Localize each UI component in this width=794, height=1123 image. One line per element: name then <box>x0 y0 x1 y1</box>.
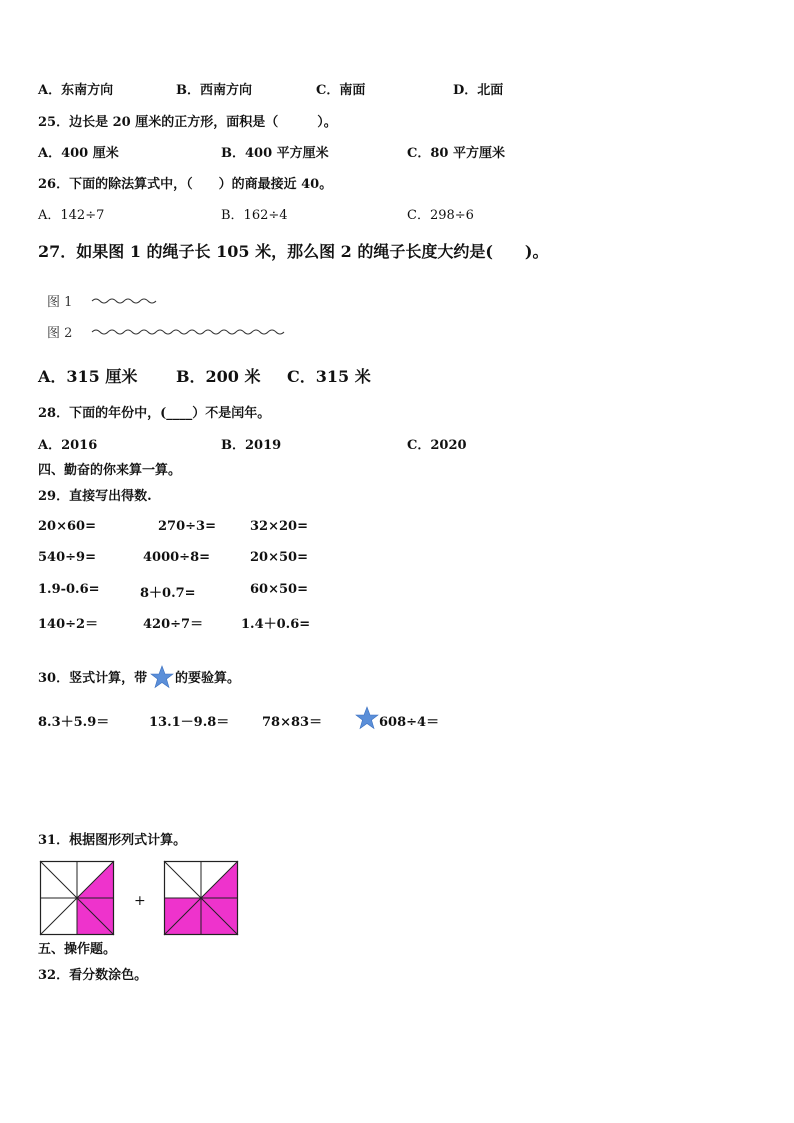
q32-stem: 32．看分数涂色。 <box>38 968 148 983</box>
q27-figure-1-label: 图 1 <box>47 295 73 310</box>
q29-r4-c2: 420÷7＝ <box>143 617 204 632</box>
star-icon <box>150 665 174 689</box>
section-4-heading: 四、勤奋的你来算一算。 <box>38 463 182 478</box>
q26-option-c: C．298÷6 <box>407 208 474 223</box>
q29-r3-c1: 1.9-0.6= <box>38 582 100 597</box>
q24-option-c: C．南面 <box>316 83 366 98</box>
q30-item-3: 78×83＝ <box>262 715 323 730</box>
q29-r2-c2: 4000÷8= <box>143 550 211 565</box>
q30-item-1: 8.3＋5.9＝ <box>38 715 110 730</box>
q27-figure-2-label: 图 2 <box>47 326 73 341</box>
q24-option-a: A．东南方向 <box>38 83 114 98</box>
q30-item-4: 608÷4＝ <box>379 715 440 730</box>
q28-option-b: B．2019 <box>221 438 282 453</box>
q25-option-a: A．400 厘米 <box>38 146 119 161</box>
q26-stem: 26．下面的除法算式中，（ ）的商最接近 40。 <box>38 177 333 192</box>
q28-stem: 28．下面的年份中，(____）不是闰年。 <box>38 406 271 421</box>
q27-option-b: B．200 米 <box>176 367 261 386</box>
q31-stem: 31．根据图形列式计算。 <box>38 833 187 848</box>
q27-rope-1 <box>92 296 162 306</box>
q24-option-d: D．北面 <box>453 83 504 98</box>
q29-r3-c2: 8＋0.7= <box>140 586 196 601</box>
q27-rope-2 <box>92 327 284 337</box>
q26-option-b: B．162÷4 <box>221 208 288 223</box>
q27-stem: 27．如果图 1 的绳子长 105 米，那么图 2 的绳子长度大约是( )。 <box>38 242 549 261</box>
section-5-heading: 五、操作题。 <box>38 942 117 957</box>
q31-plus-sign: + <box>134 893 146 909</box>
q28-option-c: C．2020 <box>407 438 467 453</box>
q24-option-b: B．西南方向 <box>176 83 252 98</box>
q27-option-a: A．315 厘米 <box>38 367 138 386</box>
q29-r1-c1: 20×60= <box>38 519 96 534</box>
q31-fraction-figure-a <box>40 861 114 935</box>
q27-option-c: C．315 米 <box>287 367 371 386</box>
q25-option-c: C．80 平方厘米 <box>407 146 505 161</box>
q29-r1-c3: 32×20= <box>250 519 308 534</box>
q29-r1-c2: 270÷3= <box>158 519 216 534</box>
q25-option-b: B．400 平方厘米 <box>221 146 329 161</box>
q29-r2-c1: 540÷9= <box>38 550 96 565</box>
q29-r2-c3: 20×50= <box>250 550 308 565</box>
q30-stem-part-a: 30．竖式计算，带 <box>38 671 148 686</box>
q30-stem-part-b: 的要验算。 <box>175 671 241 686</box>
q26-option-a: A．142÷7 <box>38 208 105 223</box>
q29-stem: 29．直接写出得数. <box>38 489 152 504</box>
q29-r3-c3: 60×50= <box>250 582 308 597</box>
q30-item-2: 13.1－9.8＝ <box>149 715 230 730</box>
q28-option-a: A．2016 <box>38 438 98 453</box>
q31-fraction-figure-b <box>164 861 238 935</box>
q29-r4-c3: 1.4＋0.6= <box>241 617 311 632</box>
q29-r4-c1: 140÷2＝ <box>38 617 99 632</box>
star-icon <box>355 706 379 730</box>
q25-stem: 25．边长是 20 厘米的正方形，面积是（ ）。 <box>38 115 337 130</box>
